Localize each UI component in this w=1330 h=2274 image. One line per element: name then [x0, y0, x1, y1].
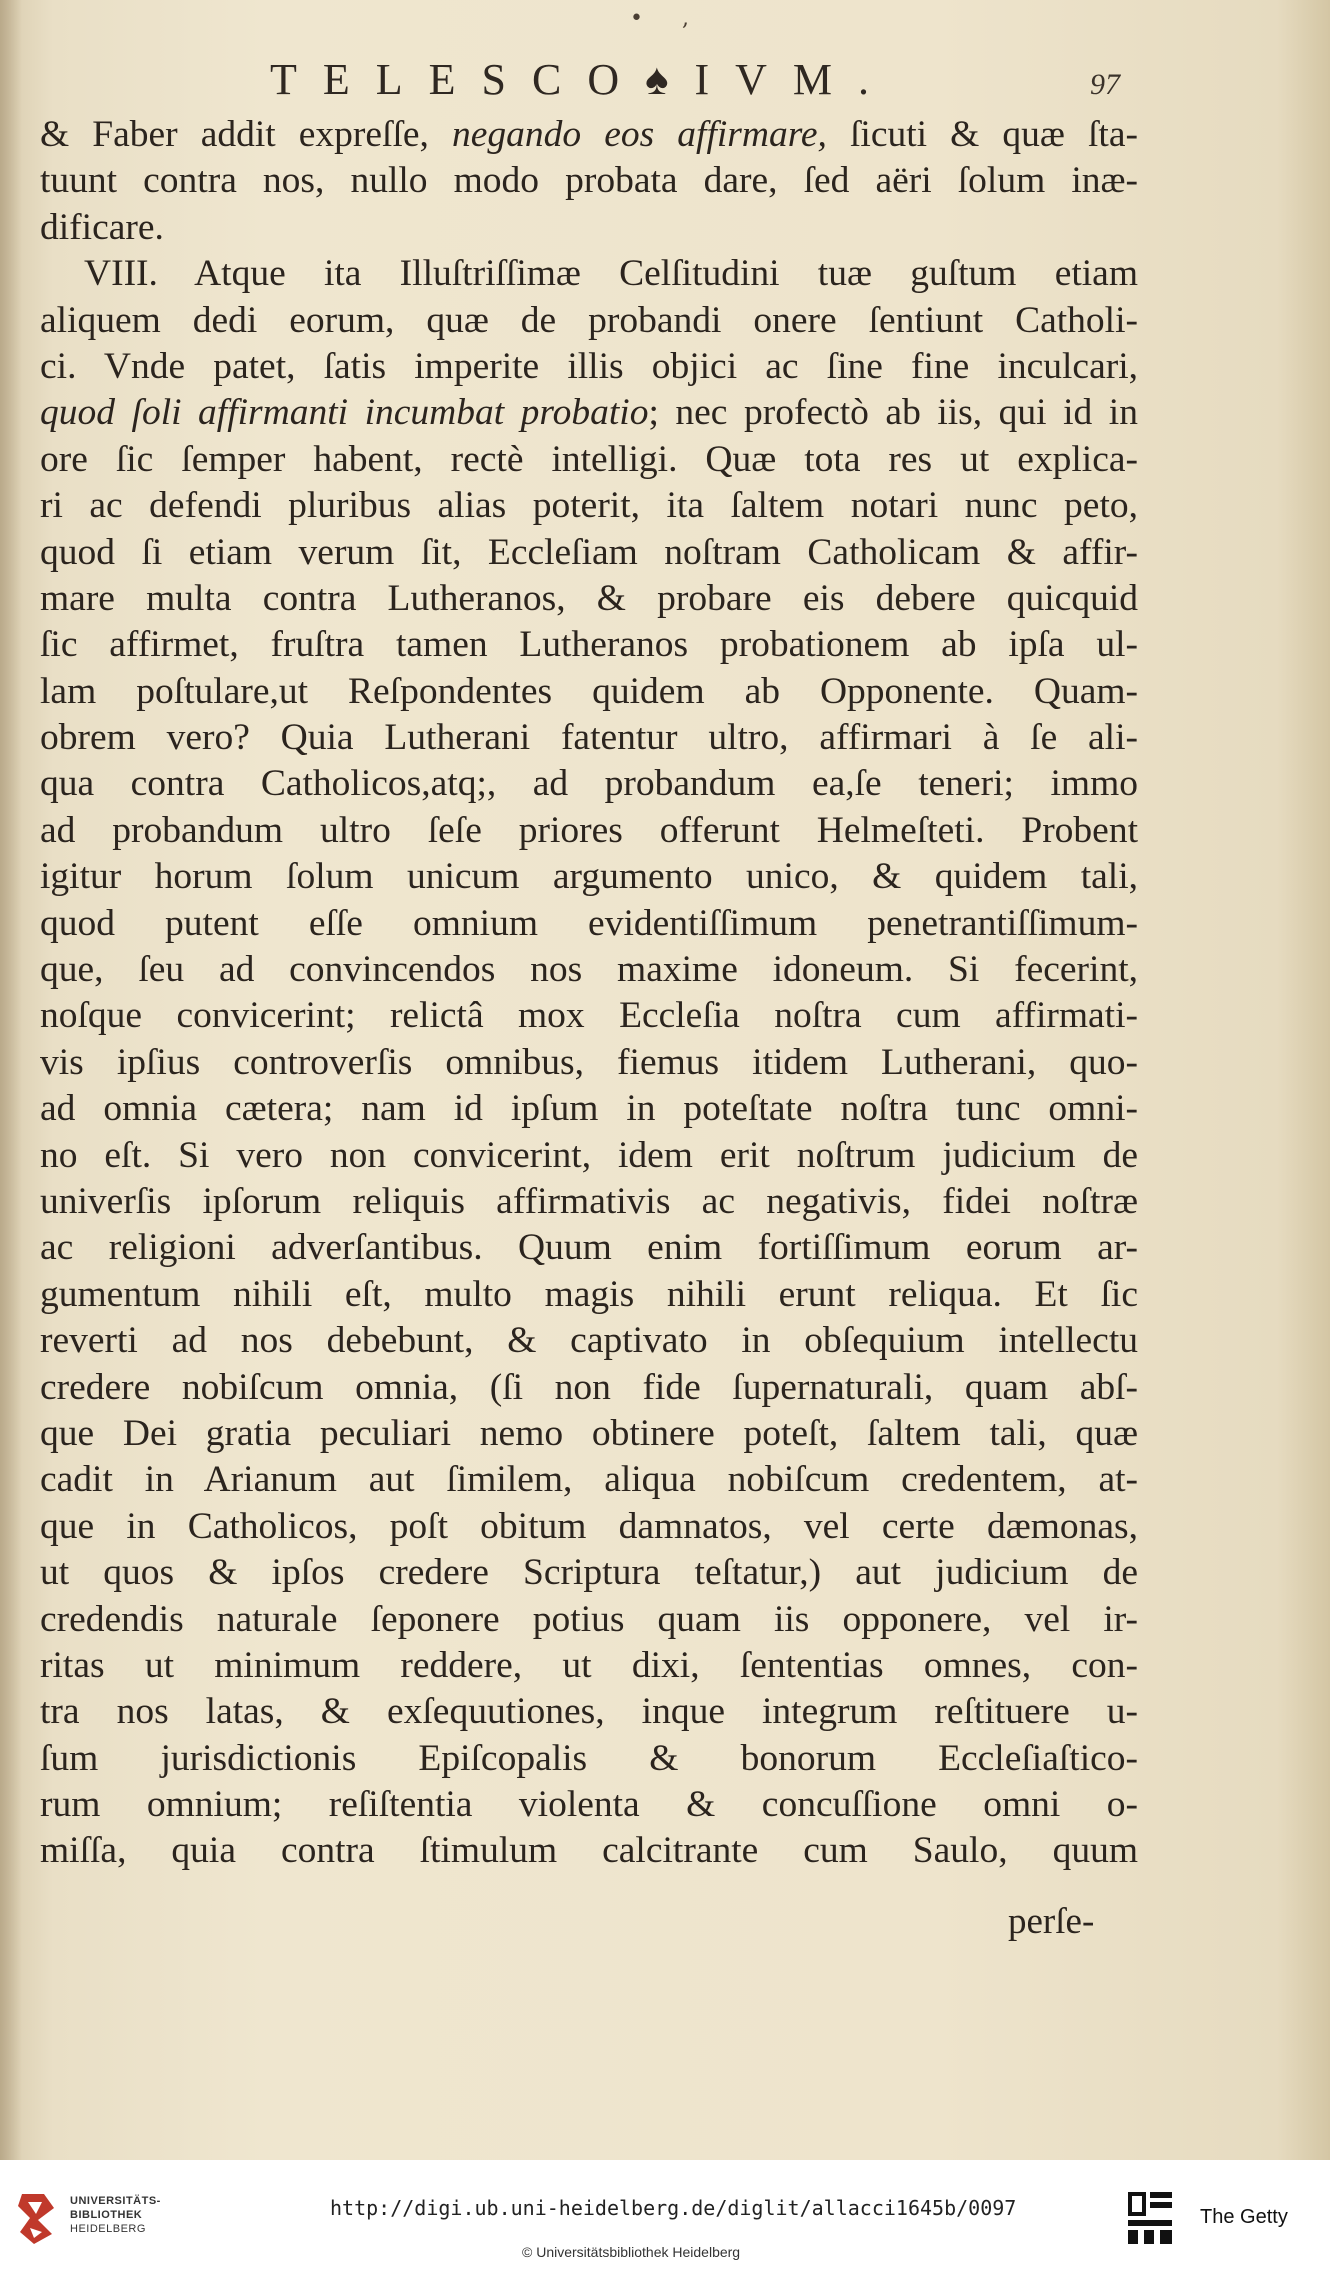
text-span: ; nec profectò ab iis, qui id in — [648, 392, 1138, 434]
text-line — [40, 344, 1138, 390]
text-span: univerſis ipſorum reliquis affirmativis ac negativis, fidei noſtræ — [40, 1180, 1138, 1222]
text-line — [40, 947, 1138, 993]
text-span: ad omnia cætera; nam id ipſum in poteſtate noſtra tunc omni- — [40, 1088, 1138, 1130]
text-line — [40, 205, 1138, 251]
text-span: miſſa, quia contra ſtimulum calcitrante cum Saulo, quum — [40, 1830, 1138, 1872]
text-span: & Faber addit expreſſe, — [40, 114, 452, 155]
text-line — [40, 1643, 1138, 1689]
uni-name-line1: UNIVERSITÄTS- — [70, 2195, 161, 2207]
text-line — [40, 112, 1138, 158]
text-line — [40, 1504, 1138, 1550]
text-span: ſum jurisdictionis Epiſcopalis & bonorum Eccleſiaſtico- — [40, 1737, 1138, 1779]
getty-name: The Getty — [1200, 2206, 1288, 2228]
text-span: ore ſic ſemper habent, rectè intelligi. Quæ tota res ut explica- — [40, 438, 1138, 480]
text-line — [40, 1086, 1138, 1132]
text-line — [40, 158, 1138, 204]
text-span: noſque convicerint; relictâ mox Eccleſia noſtra cum affirmati- — [40, 995, 1138, 1037]
text-line — [40, 1040, 1138, 1086]
page-gutter-shadow — [0, 0, 22, 2160]
text-line — [40, 1272, 1138, 1318]
text-line — [40, 530, 1138, 576]
text-span: credere nobiſcum omnia, (ſi non fide ſupernaturali, quam abſ- — [40, 1366, 1138, 1408]
text-line — [40, 576, 1138, 622]
text-line — [40, 1457, 1138, 1503]
text-line — [40, 808, 1138, 854]
text-span: qua contra Catholicos,atq;, ad probandum ea,ſe teneri; immo — [40, 763, 1138, 805]
text-span: tuunt contra nos, nullo modo probata dare, ſed aëri ſolum inæ- — [40, 160, 1138, 202]
text-span: ſic affirmet, fruſtra tamen Lutheranos probationem ab ipſa ul- — [40, 624, 1138, 666]
university-library-name — [70, 2194, 161, 2236]
text-span: que in Catholicos, poſt obitum damnatos, vel certe dæmonas, — [40, 1505, 1138, 1547]
text-line — [40, 854, 1138, 900]
text-line — [40, 1133, 1138, 1179]
text-line — [40, 251, 1138, 297]
text-line — [40, 1597, 1138, 1643]
body-text — [40, 112, 1138, 1875]
text-span: credendis naturale ſeponere potius quam iis opponere, vel ir- — [40, 1598, 1138, 1640]
text-span: reverti ad nos debebunt, & captivato in obſequium intellectu — [40, 1320, 1138, 1362]
uni-name-line2: BIBLIOTHEK — [70, 2209, 143, 2221]
text-span: lam poſtulare,ut Reſpondentes quidem ab Opponente. Quam- — [40, 670, 1138, 712]
text-line — [40, 1225, 1138, 1271]
text-span: aliquem dedi eorum, quæ de probandi onere ſentiunt Catholi- — [40, 299, 1138, 341]
page-number: 97 — [1090, 68, 1120, 101]
text-line — [40, 298, 1138, 344]
text-span: tra nos latas, & exſequutiones, inque integrum reſtituere u- — [40, 1691, 1138, 1733]
text-line — [40, 1736, 1138, 1782]
text-span: VIII. Atque ita Illuſtriſſimæ Celſitudini tuæ guſtum etiam — [84, 253, 1138, 295]
text-span: ad probandum ultro ſeſe priores offerunt Helmeſteti. Probent — [40, 809, 1138, 851]
text-line — [40, 1318, 1138, 1364]
university-library-logo-icon — [14, 2188, 60, 2248]
text-span: rum omnium; reſiſtentia violenta & concuſſione omni o- — [40, 1784, 1138, 1826]
text-line — [40, 761, 1138, 807]
copyright-notice: © Universitätsbibliothek Heidelberg — [522, 2244, 741, 2260]
text-span: igitur horum ſolum unicum argumento unico, & quidem tali, — [40, 856, 1138, 898]
text-span: ut quos & ipſos credere Scriptura teſtatur,) aut judicium de — [40, 1552, 1138, 1594]
text-line — [40, 715, 1138, 761]
text-span: cadit in Arianum aut ſimilem, aliqua nobiſcum credentem, at- — [40, 1459, 1138, 1501]
text-line — [40, 669, 1138, 715]
permalink-url[interactable]: http://digi.ub.uni-heidelberg.de/diglit/allacci1645b/0097 — [330, 2196, 1017, 2220]
text-line — [40, 437, 1138, 483]
text-span: ri ac defendi pluribus alias poterit, ita ſaltem notari nunc peto, — [40, 485, 1138, 527]
text-span: ci. Vnde patet, ſatis imperite illis objici ac ſine fine inculcari, — [40, 345, 1138, 387]
text-span: no eſt. Si vero non convicerint, idem erit noſtrum judicium de — [40, 1134, 1138, 1176]
text-span: gumentum nihili eſt, multo magis nihili erunt reliqua. Et ſic — [40, 1273, 1138, 1315]
text-span: quod ſi etiam verum ſit, Eccleſiam noſtram Catholicam & affir- — [40, 531, 1138, 573]
text-line — [40, 390, 1138, 436]
text-span: ſicuti & quæ ſta- — [826, 114, 1138, 155]
uni-name-line3: HEIDELBERG — [70, 2223, 146, 2235]
text-span: quod putent eſſe omnium evidentiſſimum penetrantiſſimum- — [40, 902, 1138, 944]
text-line — [40, 1365, 1138, 1411]
text-line — [40, 1550, 1138, 1596]
text-line — [40, 1411, 1138, 1457]
catchword: perſe- — [1008, 1901, 1095, 1942]
text-span: ritas ut minimum reddere, ut dixi, ſententias omnes, con- — [40, 1644, 1138, 1686]
text-line — [40, 1179, 1138, 1225]
text-line — [40, 1828, 1138, 1874]
text-line — [40, 901, 1138, 947]
text-span: vis ipſius controverſis omnibus, fiemus itidem Lutherani, quo- — [40, 1041, 1138, 1083]
text-line — [40, 993, 1138, 1039]
text-span: que Dei gratia peculiari nemo obtinere poteſt, ſaltem tali, quæ — [40, 1412, 1138, 1454]
text-line — [40, 483, 1138, 529]
getty-logo-icon — [1124, 2188, 1176, 2248]
text-span: ac religioni adverſantibus. Quum enim fortiſſimum eorum ar- — [40, 1227, 1138, 1269]
text-span: mare multa contra Lutheranos, & probare eis debere quicquid — [40, 577, 1138, 619]
text-span: que, ſeu ad convincendos nos maxime idoneum. Si fecerint, — [40, 949, 1138, 991]
italic-phrase: negando eos affirmare, — [451, 114, 827, 155]
running-head: TELESCO♠IVM. — [270, 55, 896, 104]
text-line — [40, 1782, 1138, 1828]
italic-phrase: quod ſoli affirmanti incumbat probatio — [40, 392, 649, 434]
footer-bar — [0, 2160, 1330, 2274]
text-span: dificare. — [40, 206, 164, 248]
text-line — [40, 1689, 1138, 1735]
text-line — [40, 622, 1138, 668]
header-mark: • , — [630, 6, 705, 31]
text-span: obrem vero? Quia Lutherani fatentur ultro, affirmari à ſe ali- — [40, 717, 1138, 759]
